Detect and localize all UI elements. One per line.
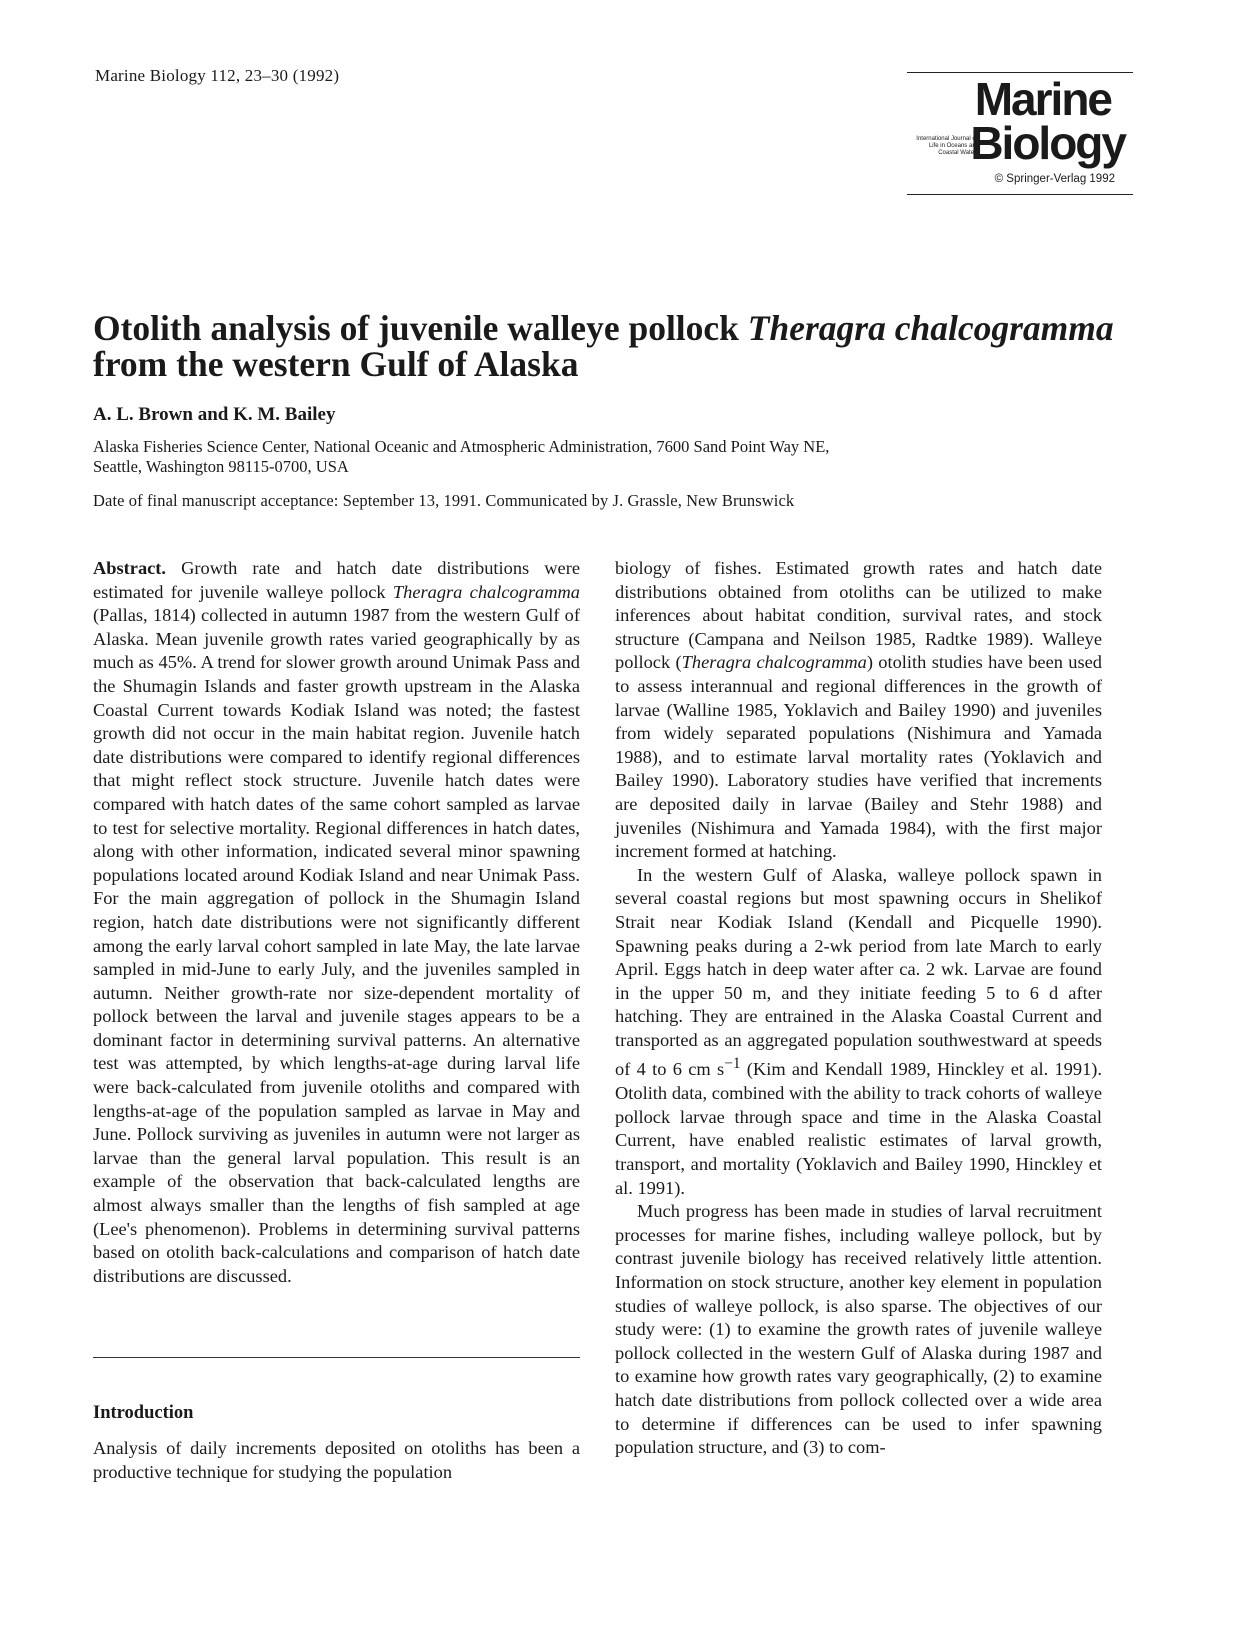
acceptance-date: Date of final manuscript acceptance: September 13, 1991. Communicated by J. Grassle, New Brunswick — [93, 491, 795, 510]
logo-marine-text: Marine — [974, 73, 1111, 125]
introduction-paragraph-2 — [615, 864, 1102, 1200]
introduction-paragraph-1-cont — [615, 557, 1102, 864]
title-end: from the western Gulf of Alaska — [93, 344, 579, 384]
abstract-species: Theragra chalcogramma — [392, 581, 580, 602]
affiliation-line-1: Alaska Fisheries Science Center, National Oceanic and Atmospheric Administration, 7600 Sand Point Way NE, — [93, 437, 830, 456]
introduction-paragraph-3: Much progress has been made in studies of larval recruitment processes for marine fishes, including walleye pollock, but by contrast juvenile biology has received relatively little attention. Information on stock structure, another key element in population studies of walleye pollock, is also sparse. The objectives of our study were: (1) to examine the growth rates of juvenile walleye pollock collected in the western Gulf of Alaska during 1987 and to examine how growth rates vary geographically, (2) to examine hatch date distributions from pollock collected over a wide area to determine if differences can be used to infer spawning population structure, and (3) to com- — [615, 1201, 1102, 1458]
intro-p1-species: Theragra chalcogramma — [681, 652, 867, 673]
authors: A. L. Brown and K. M. Bailey — [93, 404, 336, 425]
affiliation — [93, 437, 1093, 477]
article-title — [93, 310, 1153, 382]
abstract-text-a: Growth rate and hatch date distributions were estimated for juvenile walleye pollock — [93, 558, 580, 602]
intro-p2-text-b: (Kim and Kendall 1989, Hinckley et al. 1991). Otolith data, combined with the ability to track cohorts of walleye pollock larvae through space and time in the Alaska Coastal Current, have enabled realistic estimates of larval growth, transport, and mortality (Yoklavich and Bailey 1990, Hinckley et al. 1991). — [615, 1059, 1102, 1198]
journal-reference: Marine Biology 112, 23–30 (1992) — [95, 66, 340, 85]
right-column — [615, 557, 1102, 1460]
abstract — [93, 557, 580, 1288]
title-main: Otolith analysis of juvenile walleye pollock — [93, 308, 748, 348]
copyright-notice: © Springer-Verlag 1992 — [994, 173, 1115, 185]
logo-biology-text: Biology — [970, 117, 1125, 169]
introduction-heading: Introduction — [93, 1403, 194, 1423]
abstract-label: Abstract. — [93, 558, 167, 578]
introduction-paragraph-start: Analysis of daily increments deposited on otoliths has been a productive technique for studying the population — [93, 1438, 580, 1482]
abstract-divider — [93, 1357, 580, 1358]
intro-p2-superscript: −1 — [724, 1055, 741, 1073]
title-species: Theragra chalcogramma — [747, 308, 1114, 348]
intro-p1-text-b: ) otolith studies have been used to assess interannual and regional differences in the growth of larvae (Walline 1985, Yoklavich and Bailey 1990) and juveniles from widely separated populations (Nishimura and Yamada 1988), and to estimate larval mortality rates (Yoklavich and Bailey 1990). Laboratory studies have verified that increments are deposited daily in larvae (Bailey and Stehr 1988) and juveniles (Nishimura and Yamada 1984), with the first major increment formed at hatching. — [615, 652, 1102, 862]
affiliation-line-2: Seattle, Washington 98115-0700, USA — [93, 457, 349, 476]
intro-p1-text-a: biology of fishes. Estimated growth rates and hatch date distributions obtained from otoliths can be utilized to make inferences about habitat condition, survival rates, and stock structure (Campana and Neilson 1985, Radtke 1989). Walleye pollock ( — [615, 558, 1102, 673]
intro-p2-text-a: In the western Gulf of Alaska, walleye pollock spawn in several coastal regions but most spawning occurs in Shelikof Strait near Kodiak Island (Kendall and Picquelle 1990). Spawning peaks during a 2-wk period from late March to early April. Eggs hatch in deep water after ca. 2 wk. Larvae are found in the upper 50 m, and they initiate feeding 5 to 6 d after hatching. They are entrained in the Alaska Coastal Current and transported as an aggregated population southwestward at speeds of 4 to 6 cm s — [615, 864, 1102, 1080]
left-column — [93, 557, 580, 1288]
abstract-text-b: (Pallas, 1814) collected in autumn 1987 from the western Gulf of Alaska. Mean juvenile growth rates varied geographically by as much as 45%. A trend for slower growth around Unimak Pass and the Shumagin Islands and faster growth upstream in the Alaska Coastal Current towards Kodiak Island was noted; the fastest growth did not occur in the main habitat region. Juvenile hatch date distributions were compared to identify regional differences that might reflect stock structure. Juvenile hatch dates were compared with hatch dates of the same cohort sampled as larvae to test for selective mortality. Regional differences in hatch dates, along with other information, indicated several minor spawning populations located around Kodiak Island and near Unimak Pass. For the main aggregation of pollock in the Shumagin Island region, hatch date distributions were not significantly different among the early larval cohort sampled in late May, the late larvae sampled in mid-June to early July, and the juveniles sampled in autumn. Neither growth-rate nor size-dependent mortality of pollock between the larval and juvenile stages appears to be a dominant factor in determining survival patterns. An alternative test was attempted, by which lengths-at-age during larval life were back-calculated from juvenile otoliths and compared with lengths-at-age of the population sampled as larvae in May and June. Pollock surviving as juveniles in autumn were not larger as larvae than the general larval population. This result is an example of the observation that back-calculated lengths are almost always smaller than the lengths of fish sampled at age (Lee's phenomenon). Problems in determining survival patterns based on otolith back-calculations and comparison of hatch date distributions are discussed. — [93, 605, 580, 1286]
logo-bottom-rule — [907, 194, 1133, 195]
logo-subtitle: International Journal on Life in Oceans and Coastal Waters — [916, 136, 979, 156]
journal-logo — [907, 72, 1133, 194]
